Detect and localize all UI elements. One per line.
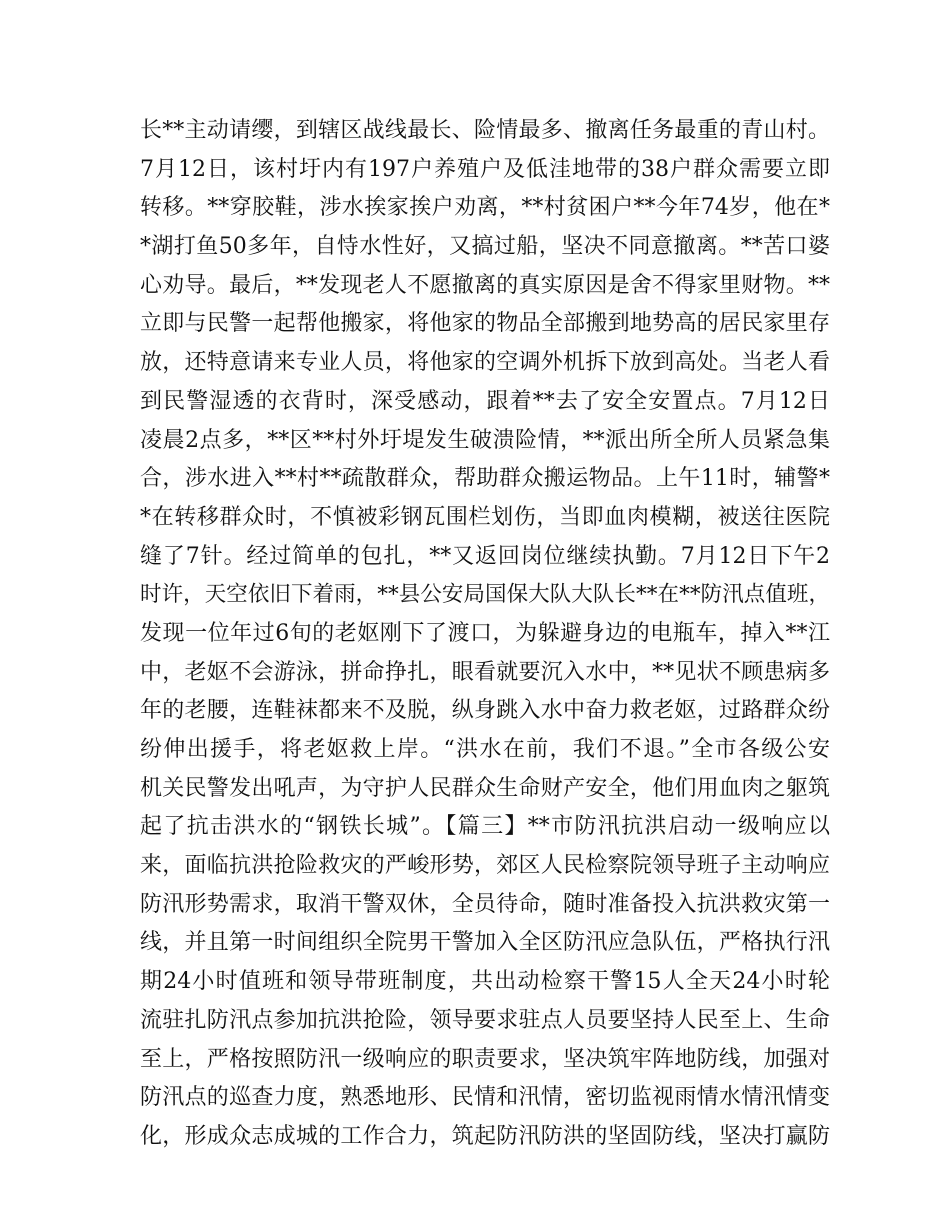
- text-line: 凌晨2点多，**区**村外圩堤发生破溃险情，**派出所全所人员紧急集: [140, 427, 830, 453]
- text-line: 年的老腰，连鞋袜都来不及脱，纵身跳入水中奋力救老妪，过路群众纷: [140, 698, 830, 724]
- text-line: 纷伸出援手，将老妪救上岸。“洪水在前，我们不退。”全市各级公安: [140, 737, 830, 762]
- text-line: 7月12日，该村圩内有197户养殖户及低洼地带的38户群众需要立即: [140, 156, 830, 182]
- text-line: 机关民警发出吼声，为守护人民群众生命财产安全，他们用血肉之躯筑: [140, 775, 830, 801]
- text-line: 合，涉水进入**村**疏散群众，帮助群众搬运物品。上午11时，辅警*: [140, 466, 830, 492]
- text-line: *在转移群众时，不慎被彩钢瓦围栏划伤，当即血肉模糊，被送往医院: [140, 504, 830, 530]
- text-line: 转移。**穿胶鞋，涉水挨家挨户劝离，**村贫困户**今年74岁，他在*: [140, 195, 830, 221]
- text-line: 防汛形势需求，取消干警双休，全员待命，随时准备投入抗洪救灾第一: [140, 891, 830, 917]
- text-line: 时许，天空依旧下着雨，**县公安局国保大队大队长**在**防汛点值班，: [140, 582, 830, 608]
- text-line: 化，形成众志成城的工作合力，筑起防汛防洪的坚固防线，坚决打赢防: [140, 1123, 830, 1149]
- text-line: 缝了7针。经过简单的包扎，**又返回岗位继续执勤。7月12日下午2: [140, 543, 830, 569]
- text-line: 来，面临抗洪抢险救灾的严峻形势，郊区人民检察院领导班子主动响应: [140, 853, 830, 879]
- text-line: 防汛点的巡查力度，熟悉地形、民情和汛情，密切监视雨情水情汛情变: [140, 1085, 830, 1111]
- text-line: 立即与民警一起帮他搬家，将他家的物品全部搬到地势高的居民家里存: [140, 311, 830, 337]
- body-text: [140, 112, 830, 1157]
- text-line: 放，还特意请来专业人员，将他家的空调外机拆下放到高处。当老人看: [140, 350, 830, 376]
- text-line: 中，老妪不会游泳，拼命挣扎，眼看就要沉入水中，**见状不顾患病多: [140, 659, 830, 685]
- text-line: 起了抗击洪水的“钢铁长城”。【篇三】**市防汛抗洪启动一级响应以: [140, 814, 830, 840]
- text-line: 长**主动请缨，到辖区战线最长、险情最多、撤离任务最重的青山村。: [140, 118, 830, 143]
- text-line: 至上，严格按照防汛一级响应的职责要求，坚决筑牢阵地防线，加强对: [140, 1046, 830, 1072]
- text-line: 流驻扎防汛点参加抗洪抢险，领导要求驻点人员要坚持人民至上、生命: [140, 1007, 830, 1033]
- text-line: 发现一位年过6旬的老妪刚下了渡口，为躲避身边的电瓶车，掉入**江: [140, 620, 830, 646]
- text-line: 线，并且第一时间组织全院男干警加入全区防汛应急队伍，严格执行汛: [140, 930, 830, 956]
- text-line: 心劝导。最后，**发现老人不愿撤离的真实原因是舍不得家里财物。**: [140, 272, 830, 298]
- text-line: 到民警湿透的衣背时，深受感动，跟着**去了安全安置点。7月12日: [140, 388, 830, 414]
- text-line: 期24小时值班和领导带班制度，共出动检察干警15人全天24小时轮: [140, 969, 830, 995]
- text-line: *湖打鱼50多年，自恃水性好，又搞过船，坚决不同意撤离。**苦口婆: [140, 234, 830, 260]
